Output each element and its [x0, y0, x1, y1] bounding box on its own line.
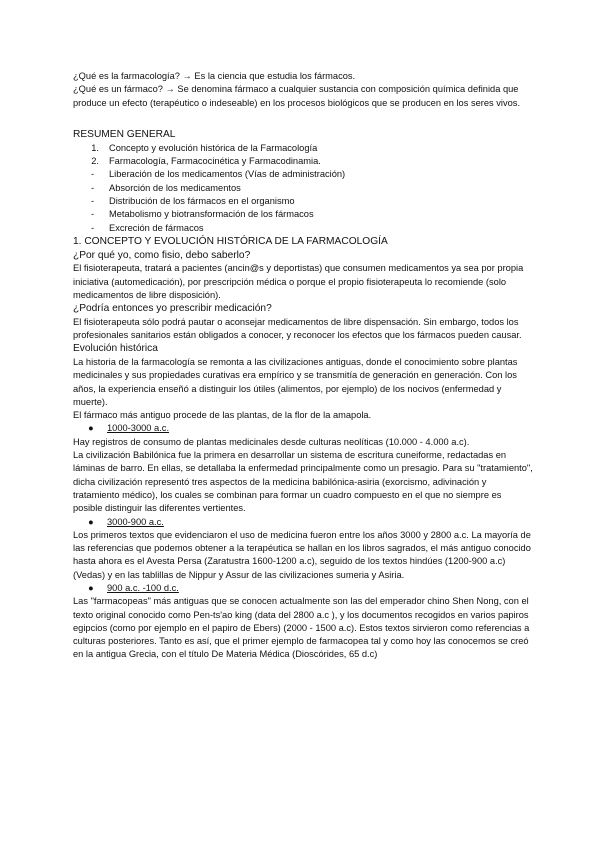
period-label: 900 a.c. -100 d.c. [107, 583, 179, 593]
period-bullet [88, 582, 533, 595]
summary-numbered-list [73, 142, 533, 169]
period-bullet [88, 516, 533, 529]
list-item-text: Farmacología, Farmacocinética y Farmacodinamia. [109, 156, 321, 167]
list-item-text: Absorción de los medicamentos [109, 182, 241, 193]
list-item [73, 222, 533, 235]
list-marker: - [91, 182, 95, 193]
list-item-text: Liberación de los medicamentos (Vías de administración) [109, 169, 346, 180]
intro-question-pharmacology: ¿Qué es la farmacología? → Es la ciencia que estudia los fármacos. [73, 71, 356, 81]
history-heading: Evolución histórica [73, 343, 158, 355]
period-paragraph: Hay registros de consumo de plantas medicinales desde culturas neolíticas (10.000 - 4.000 a.c). [73, 436, 470, 447]
bullet-icon: ● [88, 583, 94, 593]
section-title: 1. CONCEPTO Y EVOLUCIÓN HISTÓRICA DE LA FARMACOLOGÍA [73, 235, 388, 247]
list-item [73, 142, 533, 155]
list-marker: - [91, 222, 95, 233]
list-marker: 2. [91, 156, 99, 167]
prescribe-paragraph: El fisioterapeuta sólo podrá pautar o aconsejar medicamentos de libre dispensación. Sin embargo, todos los profesionales sanitarios están obligados a conocer, y reconocer los efectos que los fármacos pueden causar. [73, 316, 522, 341]
list-marker: - [91, 169, 95, 180]
list-marker: - [91, 209, 95, 220]
period-paragraph: La civilización Babilónica fue la primera en desarrollar un sistema de escritura cuneiforme, redactadas en láminas de barro. En ellas, se detallaba la enfermedad principalmente como un presagio. Para su "tratamiento", dicha civilización representó tres aspectos de la medicina babilónica-asiria (exorcismo, adivinación y tratamiento médico), los cuales se combinan para formar un cuadro compuesto en el que no siempre es posible distinguir las diferentes vertientes. [73, 450, 533, 514]
list-item [73, 168, 533, 181]
period-label: 1000-3000 a.c. [107, 423, 170, 434]
list-item [73, 208, 533, 221]
summary-title: RESUMEN GENERAL [73, 128, 176, 140]
bullet-icon: ● [88, 516, 94, 527]
prescribe-heading: ¿Podría entonces yo prescribir medicación? [73, 303, 272, 315]
period-paragraph: Las "farmacopeas" más antiguas que se conocen actualmente son las del emperador chino Shen Nong, con el texto original conocido como Pen-ts'ao king (data del 2800 a.c ), y los documentos recogidos en varios papiros egipcios (como por ejemplo en el papiro de Ebers) (2000 - 1500 a.c). Estos textos sirvieron como referencias a culturas posteriores. Tanto es así, que el primer ejemplo de farmacopea tal y como hoy las conocemos se creó en la antigua Grecia, con el título De Materia Médica (Dioscórides, 65 d.c) [73, 596, 530, 660]
why-paragraph: El fisioterapeuta, tratará a pacientes (ancin@s y deportistas) que consumen medicamentos ya sea por propia iniciativa (automedicación), por prescripción médica o porque el propio fisioterapeuta lo recomiende (solo medicamentos de libre disposición). [73, 263, 524, 301]
summary-dashed-list [73, 168, 533, 234]
history-paragraph: La historia de la farmacología se remonta a las civilizaciones antiguas, donde el conocimiento sobre plantas medicinales y sus propiedades curativas era empírico y se transmitía de generación en generación. Con los años, la experiencia enseñó a distinguir los útiles (alimentos, por ejemplo) de los nocivos (enfermedad y muerte). [73, 356, 518, 407]
list-item-text: Concepto y evolución histórica de la Farmacología [109, 142, 318, 153]
bullet-icon: ● [88, 423, 94, 434]
list-marker: - [91, 196, 95, 207]
document-page [73, 70, 533, 662]
oldest-drug-paragraph: El fármaco más antiguo procede de las plantas, de la flor de la amapola. [73, 410, 372, 421]
list-item-text: Distribución de los fármacos en el organismo [109, 196, 295, 207]
list-item [73, 195, 533, 208]
list-item-text: Metabolismo y biotransformación de los fármacos [109, 209, 314, 220]
list-marker: 1. [91, 142, 99, 153]
period-bullet [88, 422, 533, 435]
period-label: 3000-900 a.c. [107, 516, 164, 527]
list-item [73, 155, 533, 168]
period-paragraph: Los primeros textos que evidenciaron el uso de medicina fueron entre los años 3000 y 2800 a.c. La mayoría de las referencias que podemos obtener a la terapéutica se hallan en los libros sagrados, el más antiguo conocido hasta ahora es el Avesta Persa (Zaratustra 1600-1200 a.c), seguido de los textos hindúes (1200-900 a.c) (Vedas) y en las tablillas de Nippur y Assur de las civilizaciones sumeria y Asiria. [73, 529, 531, 580]
why-heading: ¿Por qué yo, como fisio, debo saberlo? [73, 249, 251, 261]
spacer [73, 110, 533, 128]
intro-question-drug: ¿Qué es un fármaco? → Se denomina fármaco a cualquier sustancia con composición química definida que produce un efecto (terapéutico o indeseable) en los procesos biológicos que se producen en los seres vivos. [73, 84, 521, 108]
list-item-text: Excreción de fármacos [109, 222, 204, 233]
list-item [73, 182, 533, 195]
